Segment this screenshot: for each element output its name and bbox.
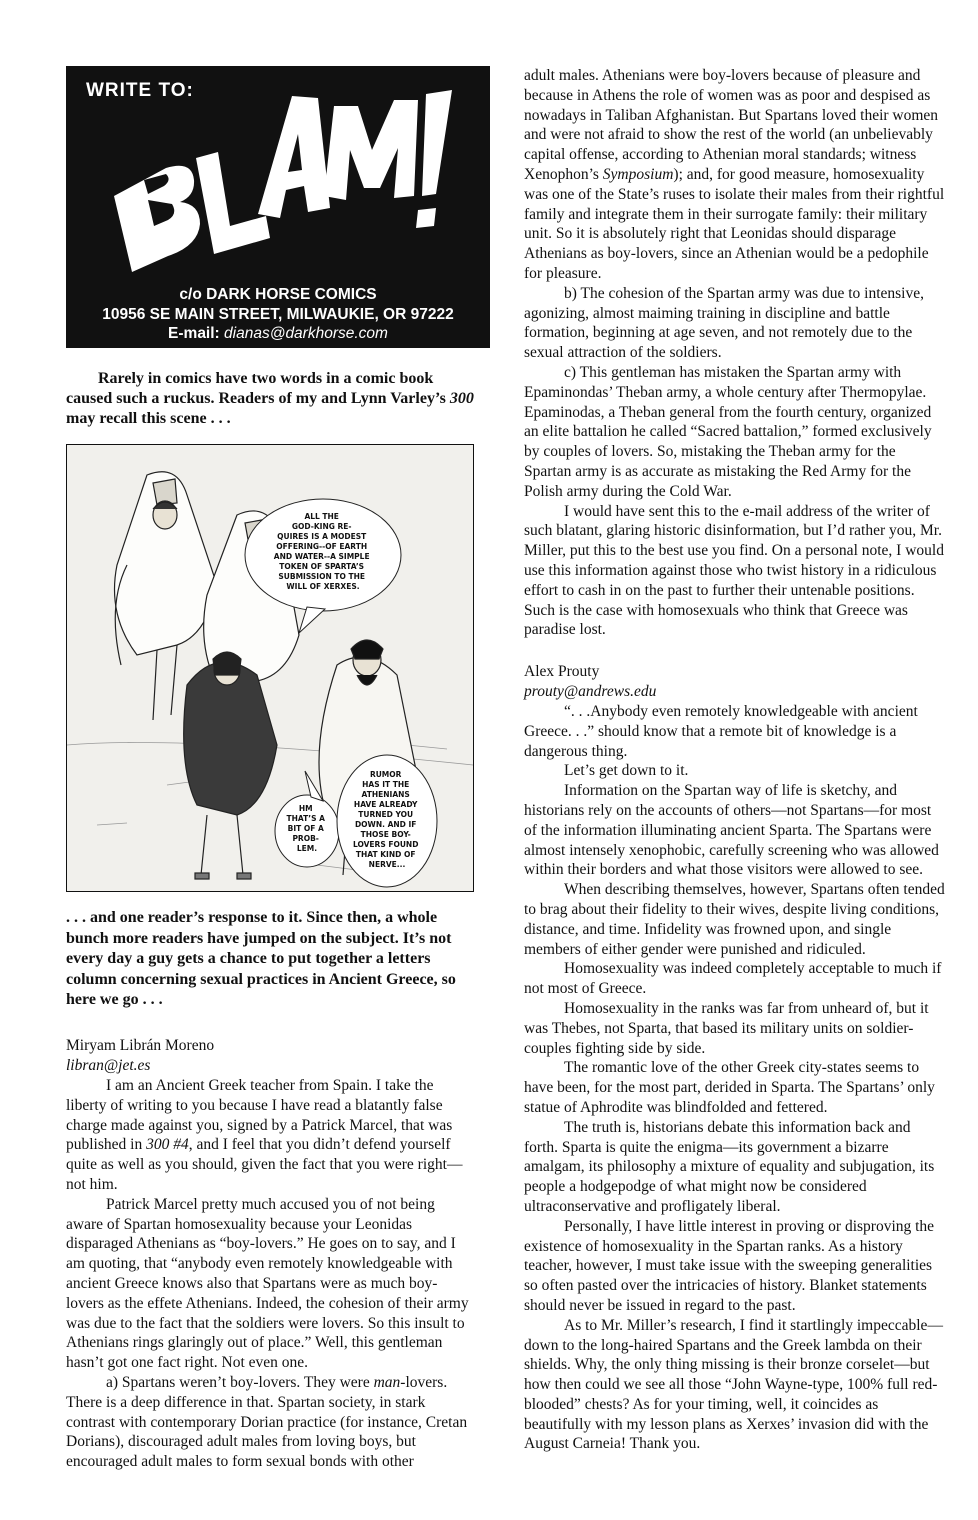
letter-2-paragraph: The romantic love of the other Greek city-states seems to have been, for the most part, derided in Sparta. The Spartans’ only statue of Aphrodite was blindfolded and fettered. — [524, 1059, 935, 1116]
intro-part-b: may recall this scene . . . — [66, 410, 231, 427]
email-line — [66, 325, 490, 343]
letter-1-paragraph-3-end: adult males. Athenians were boy-lovers because of pleasure and because in Athens the role of women was as poor and despised as nowadays in Taliban Afghanistan. But Spartans loved their women and were not afraid to show the rest of the world (an unbelievably capital offense, according to Athenian moral standards; witness Xenophon’s Symposium); and, for good measure, homosexuality was one of the State’s ruses to isolate their males from their rightful family and integrate them in their surrogate family: their military unit. So it is absolutely right that Leonidas should disparage Athenians as boy-lovers, since an Athenian would be a pedophile for pleasure. — [524, 67, 945, 282]
letter-2-paragraph: Personally, I have little interest in proving or disproving the existence of homosexuality in the Spartan ranks. As a history teacher, however, I must take issue with the sweeping generalities so often pasted over the intricacies of history. Blanket statements should never be issued in regard to the past. — [524, 1217, 935, 1314]
letter-1-email[interactable]: libran@jet.es — [66, 1057, 151, 1074]
comic-panel — [66, 444, 474, 892]
letter-2 — [524, 662, 946, 1454]
email-label: E-mail: — [168, 325, 220, 342]
mailbox-email-link[interactable]: dianas@darkhorse.com — [224, 325, 388, 342]
intro-title: 300 — [449, 390, 474, 407]
letter-1-continued — [524, 66, 946, 640]
blam-logo-text: BLAM! — [269, 280, 283, 285]
balloon-1-text: ALL THE GOD-KING RE- QUIRES IS A MODEST OFFERING--OF EARTH AND WATER--A SIMPLE TOKEN OF SPARTA’S SUBMISSION TO THE WILL OF XERXES. — [273, 512, 370, 591]
letter-2-paragraph: When describing themselves, however, Spartans often tended to brag about their fidelity to their wives, despite living conditions, distance, and time. Infidelity was frowned upon, and single members of either gender were punished and ridiculed. — [524, 881, 945, 958]
blam-logo — [96, 76, 456, 291]
address-line-2: 10956 SE MAIN STREET, MILWAUKIE, OR 97222 — [102, 306, 454, 323]
balloon-2-text: HM THAT’S A BIT OF A PROB- LEM. — [286, 804, 325, 853]
comic-panel-art — [67, 445, 473, 891]
letter-1-paragraph-3-start: a) Spartans weren’t boy-lovers. They were man-lovers. There is a deep difference in that. Spartan society, in stark contrast with contemporary Dorian practice (for instance, Cretan Dorians), discouraged adult males from loving boys, but encouraged adult males to form sexual bonds with other — [66, 1373, 468, 1471]
letter-1-author: Miryam Librán Moreno — [66, 1037, 215, 1054]
letter-1-header — [66, 1036, 474, 1076]
letter-1-paragraph-2: Patrick Marcel pretty much accused you of not being aware of Spartan homosexuality because your Leonidas disparaged Athenians as “boy-lovers.” He goes on to say, and I am quoting, that “anybody even remotely knowledgeable with ancient Greece knows also that Spartans were as much boy-lovers as the effete Athenians. Indeed, the cohesion of their army was due to the fact that the soldiers were lovers. So this insult to Athenians rings glaringly out of place.” Well, this gentleman hasn’t got one fact right. Not even one. — [66, 1195, 469, 1372]
letter-2-email[interactable]: prouty@andrews.edu — [524, 683, 657, 700]
letter-2-paragraph: Information on the Spartan way of life is sketchy, and historians rely on the accounts of others—not Spartans—for most of the information illuminating ancient Sparta. The Spartans were almost intensely xenophobic, carefully screening who was allowed within their borders and what those visitors were allowed to see. — [524, 782, 939, 879]
letter-2-paragraph: The truth is, historians debate this information back and forth. Sparta is quite the enigma—its government a bizarre amalgam, its philosophy a mixture of equality and subjugation, its people a hodgepodge of what might now be considered ultraconservative and profligately liberal. — [524, 1118, 935, 1215]
letter-1-paragraph-6: I would have sent this to the e-mail address of the writer of such blatant, glaring historic disinformation, but I’d rather you, Mr. Miller, put this to the best use you find. On a personal note, I would use this information against those who twist history in a ridiculous effort to cash in on the past to further their untenable positions. Such is the case with homosexuals who think that Greece was paradise lost. — [524, 502, 944, 639]
letter-1-paragraph-5: c) This gentleman has mistaken the Spartan army with Epaminondas’ Theban army, a whole century after Thermopylae. Epaminodas, a Theban general from the fourth century, organized an elite battalion he called “Sacred battalion,” formed exclusively by couples of lovers. So, mistaking the Theban army for the Spartan army is as accurate as mistaking the Red Army for the Polish army during the Cold War. — [524, 363, 932, 500]
address-line-1: c/o DARK HORSE COMICS — [179, 286, 377, 303]
letter-2-paragraph: As to Mr. Miller’s research, I find it startlingly impeccable—down to the long-haired Spartans and the Greek lambda on their shields. Why, the only thing missing is their bronze corselet—but how then could we see all those “John Wayne-type, 100% full red-blooded” chests? As for your timing, well, it coincides as beautifully with my lesson plans as Xerxes’ invasion did with the August Carneia! Thank you. — [524, 1316, 943, 1453]
letter-2-paragraph: Let’s get down to it. — [564, 762, 689, 780]
intro-text — [66, 369, 474, 429]
letter-2-paragraph: Homosexuality in the ranks was far from unheard of, but it was Thebes, not Sparta, that based its military units on soldier-couples fighting side by side. — [524, 999, 929, 1057]
after-panel-text: . . . and one reader’s response to it. Since then, a whole bunch more readers have jumped on the subject. It’s not every day a guy gets a chance to put together a letters column concerning sexual practices in Ancient Greece, so here we go . . . — [66, 909, 456, 1008]
intro-part-a: Rarely in comics have two words in a comic book caused such a ruckus. Readers of my and Lynn Varley’s — [66, 370, 450, 407]
letter-1-paragraph-4: b) The cohesion of the Spartan army was due to intensive, agonizing, almost maiming training in discipline and battle formation, beginning at age seven, and not remotely due to the sexual attraction of the soldiers. — [524, 284, 924, 362]
speech-balloon-3 — [337, 755, 437, 887]
write-to-heading: WRITE TO: — [86, 80, 194, 101]
balloon-3-text: RUMOR HAS IT THE ATHENIANS HAVE ALREADY TURNED YOU DOWN. AND IF THOSE BOY- LOVERS FOUND THAT KIND OF NERVE... — [352, 770, 419, 869]
letter-2-author: Alex Prouty — [524, 663, 600, 680]
letter-2-paragraph: Homosexuality was indeed completely acceptable to much if not most of Greece. — [524, 960, 942, 998]
letter-2-paragraph: “. . .Anybody even remotely knowledgeable with ancient Greece. . .” should know that a remote bit of knowledge is a dangerous thing. — [524, 703, 918, 760]
letter-1-paragraph-1: I am an Ancient Greek teacher from Spain. I take the liberty of writing to you because I have read a blatantly false charge made against you, signed by a Patrick Marcel, that was published in 300 #4, and I feel that you didn’t defend yourself quite as well as you should, given the fact that you were right—not him. — [66, 1077, 463, 1193]
left-column — [66, 66, 474, 429]
letter-1-start — [66, 1036, 474, 1472]
letter-2-header — [524, 662, 946, 702]
write-to-box — [66, 66, 490, 348]
